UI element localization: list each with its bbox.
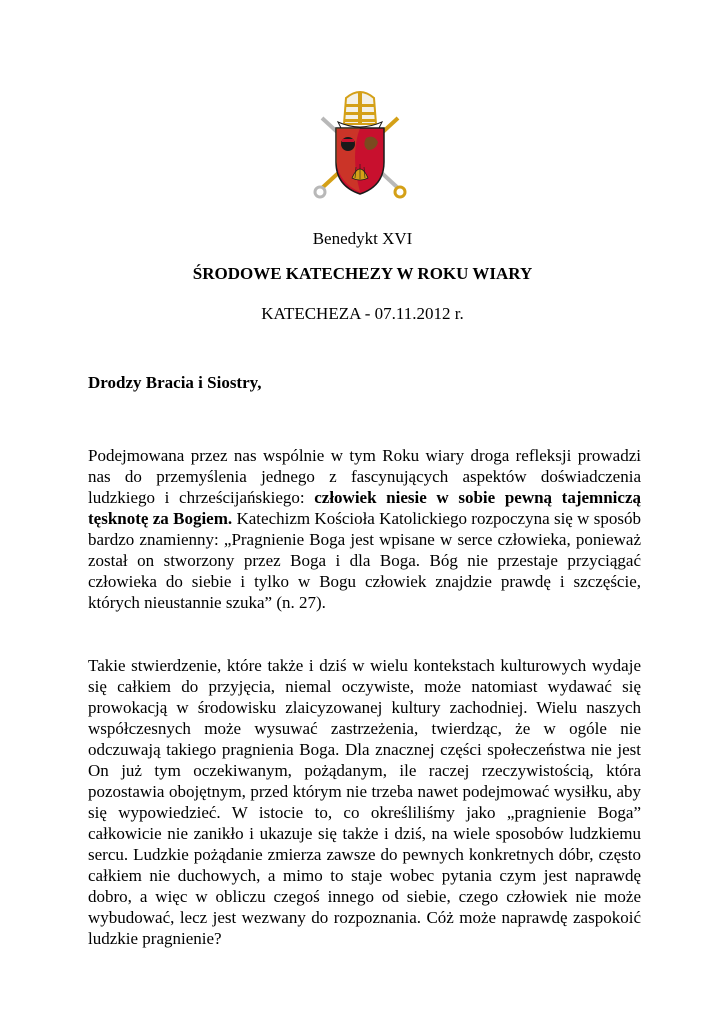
- paragraph-1-bold: człowiek niesie w sobie pewną tajemniczą tęsknotę za Bogiem.: [88, 488, 641, 528]
- paragraph-1-text-b: Katechizm Kościoła Katolickiego rozpoczyna się w sposób bardzo znamienny: „Pragnienie Boga jest wpisane w serce człowieka, ponieważ został on stworzony przez Boga i dla Boga. Bóg nie przestaje przyciągać człowieka do siebie i tylko w Bogu człowiek znajdzie prawdę i szczęście, których nieustannie szuka” (n. 27).: [88, 509, 641, 612]
- author-name: Benedykt XVI: [312, 229, 413, 248]
- papal-coat-of-arms-icon: [300, 84, 420, 204]
- shield-icon: [336, 128, 384, 194]
- series-title: ŚRODOWE KATECHEZY W ROKU WIARY: [192, 264, 533, 283]
- paragraph-1: [88, 445, 641, 613]
- greeting: Drodzy Bracia i Siostry,: [88, 373, 262, 392]
- mitre-icon: [344, 92, 376, 124]
- catechesis-date: KATECHEZA - 07.11.2012 r.: [261, 304, 464, 323]
- paragraph-2: Takie stwierdzenie, które także i dziś w wielu kontekstach kulturowych wydaje się całkiem do przyjęcia, niemal oczywiste, może natomiast wydawać się prowokacją w środowisku zlaicyzowanej kultury zachodniej. Wielu naszych współczesnych może wysuwać zastrzeżenia, twierdząc, że w ogóle nie odczuwają takiego pragnienia Boga. Dla znacznej części społeczeństwa nie jest On już tym oczekiwanym, pożądanym, ile raczej rzeczywistością, która pozostawia obojętnym, przed którym nie trzeba nawet podejmować wysiłku, aby się wypowiedzieć. W istocie to, co określiliśmy jako „pragnienie Boga” całkowicie nie zanikło i ukazuje się także i dziś, na wiele sposobów ludzkiemu sercu. Ludzkie pożądanie zmierza zawsze do pewnych konkretnych dóbr, często całkiem nie duchowych, a mimo to staje wobec pytania czym jest naprawdę dobro, a więc w obliczu czegoś innego od siebie, czego człowiek nie może wybudować, lecz jest wezwany do rozpoznania. Cóż może naprawdę zaspokoić ludzkie pragnienie?: [88, 656, 641, 948]
- paragraph-1-text-a: Podejmowana przez nas wspólnie w tym Roku wiary droga refleksji prowadzi nas do przemyślenia jednego z fascynujących aspektów doświadczenia ludzkiego i chrześcijańskiego:: [88, 446, 641, 507]
